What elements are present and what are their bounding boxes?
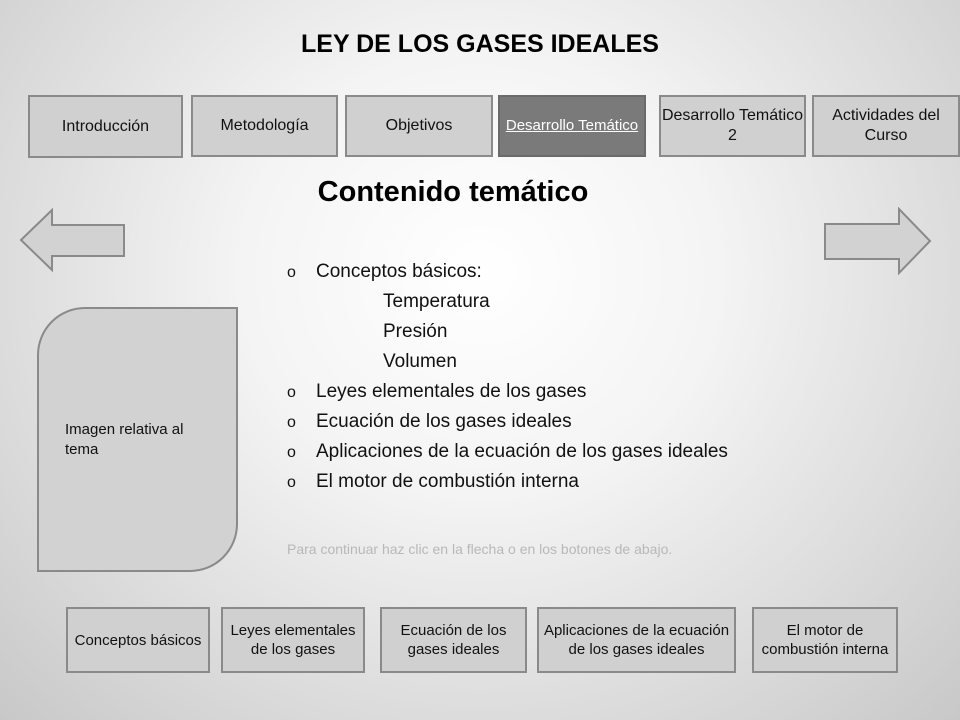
sub-item: Temperatura — [383, 291, 490, 312]
tab-desarrollo-tematico-2[interactable]: Desarrollo Temático 2 — [659, 95, 806, 157]
bullet-icon: o — [287, 264, 296, 281]
image-placeholder-text: Imagen relativa al tema — [65, 420, 184, 458]
list-item — [287, 437, 767, 467]
arrow-right-icon[interactable] — [823, 207, 933, 275]
topics-list — [287, 257, 767, 497]
tab-actividades-del-curso[interactable]: Actividades del Curso — [812, 95, 960, 157]
bullet-icon: o — [287, 414, 296, 431]
tab-objetivos[interactable]: Objetivos — [345, 95, 493, 157]
image-placeholder — [37, 307, 238, 572]
arrow-left-icon[interactable] — [18, 207, 128, 273]
list-item — [287, 407, 767, 437]
bullet-icon: o — [287, 384, 296, 401]
tab-metodologia[interactable]: Metodología — [191, 95, 338, 157]
instruction-hint: Para continuar haz clic en la flecha o en los botones de abajo. — [287, 541, 673, 557]
list-item — [287, 467, 767, 497]
button-motor-combustion[interactable]: El motor de combustión interna — [752, 607, 898, 673]
tab-desarrollo-tematico[interactable]: Desarrollo Temático — [498, 95, 646, 157]
button-conceptos-basicos[interactable]: Conceptos básicos — [66, 607, 210, 673]
bullet-icon: o — [287, 474, 296, 491]
button-leyes-elementales[interactable]: Leyes elementales de los gases — [221, 607, 365, 673]
list-item — [287, 257, 767, 287]
button-aplicaciones-ecuacion[interactable]: Aplicaciones de la ecuación de los gases ideales — [537, 607, 736, 673]
topic-label: Aplicaciones de la ecuación de los gases ideales — [316, 441, 728, 462]
topic-label: El motor de combustión interna — [316, 471, 579, 492]
tab-introduccion[interactable]: Introducción — [28, 95, 183, 158]
sub-item: Volumen — [383, 351, 457, 372]
section-subtitle: Contenido temático — [317, 176, 589, 208]
bullet-icon: o — [287, 444, 296, 461]
sub-item: Presión — [383, 321, 448, 342]
list-item — [287, 377, 767, 407]
button-ecuacion-gases-ideales[interactable]: Ecuación de los gases ideales — [380, 607, 527, 673]
topic-label: Ecuación de los gases ideales — [316, 411, 572, 432]
topic-label: Leyes elementales de los gases — [316, 381, 587, 402]
topic-label: Conceptos básicos: — [316, 261, 482, 282]
page-title: LEY DE LOS GASES IDEALES — [301, 30, 659, 58]
